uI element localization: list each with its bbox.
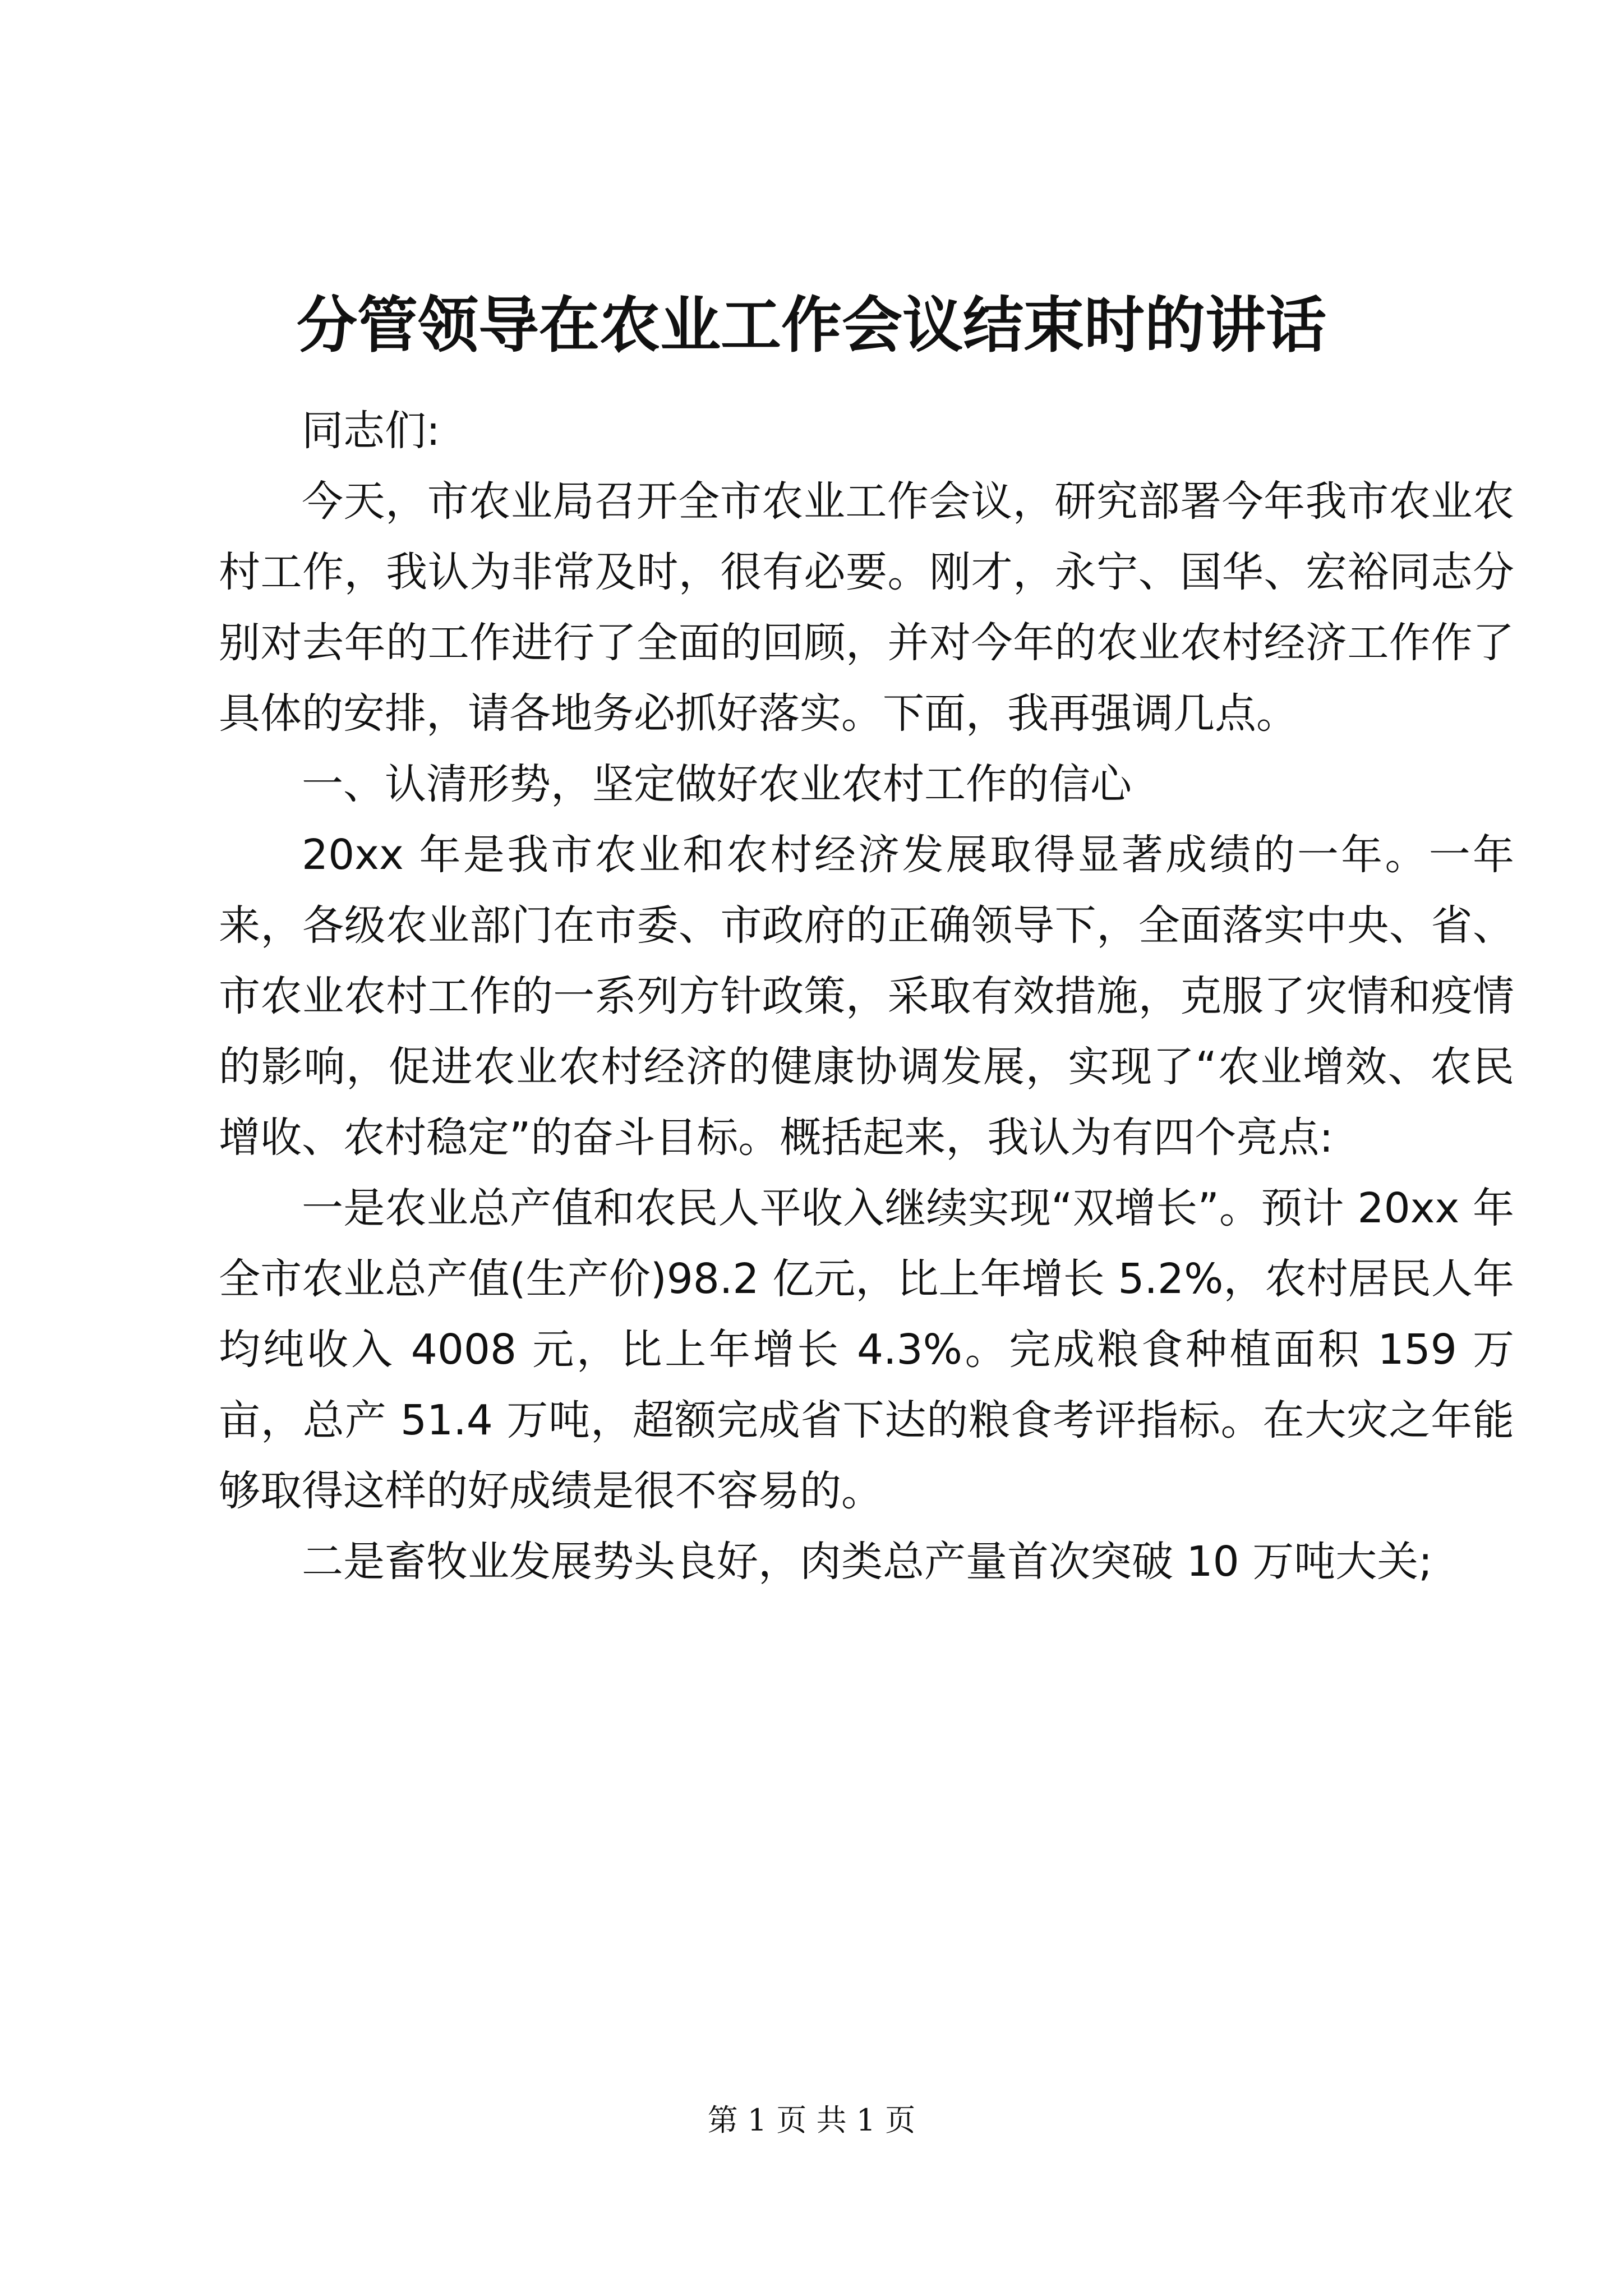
paragraph-highlight-1: 一是农业总产值和农民人平收入继续实现“双增长”。预计 20xx 年全市农业总产值(生产价)98.2 亿元，比上年增长 5.2%，农村居民人年均纯收入 4008 元，比上年增长 4.3%。完成粮食种植面积 159 万亩，总产 51.4 万吨，超额完成省下达的粮食考评指标。在大灾之年能够取得这样的好成绩是很不容易的。 — [219, 1184, 1514, 1515]
section-heading-1: 一、认清形势，坚定做好农业农村工作的信心 — [302, 760, 1132, 808]
document-title: 分管领导在农业工作会议结束时的讲话 — [296, 290, 1326, 361]
salutation: 同志们: — [302, 407, 440, 455]
paragraph-highlight-2: 二是畜牧业发展势头良好，肉类总产量首次突破 10 万吨大关; — [302, 1538, 1433, 1586]
document-body — [219, 395, 1514, 1597]
paragraph-review: 20xx 年是我市农业和农村经济发展取得显著成绩的一年。一年来，各级农业部门在市委、市政府的正确领导下，全面落实中央、省、市农业农村工作的一系列方针政策，采取有效措施，克服了灾情和疫情的影响，促进农业农村经济的健康协调发展，实现了“农业增效、农民增收、农村稳定”的奋斗目标。概括起来，我认为有四个亮点: — [219, 831, 1514, 1162]
paragraph-intro: 今天，市农业局召开全市农业工作会议，研究部署今年我市农业农村工作，我认为非常及时，很有必要。刚才，永宁、国华、宏裕同志分别对去年的工作进行了全面的回顾，并对今年的农业农村经济工作作了具体的安排，请各地务必抓好落实。下面，我再强调几点。 — [219, 477, 1514, 738]
page-footer: 第 1 页 共 1 页 — [707, 2102, 916, 2138]
